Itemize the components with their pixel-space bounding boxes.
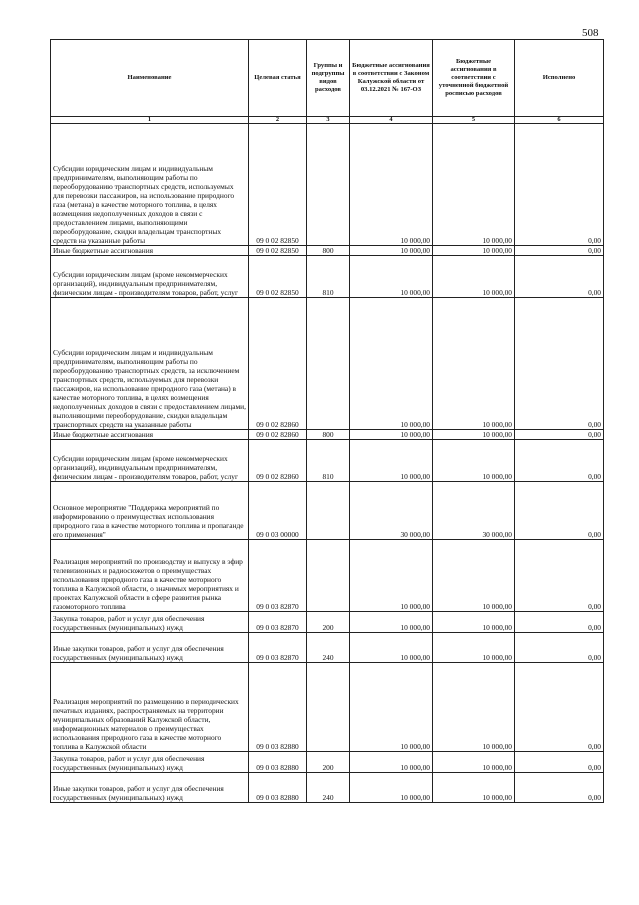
row-target-article: 09 0 02 82860 [249, 298, 307, 430]
row-executed: 0,00 [515, 540, 604, 612]
row-executed: 0,00 [515, 752, 604, 773]
table-row [51, 246, 604, 256]
row-name: Закупка товаров, работ и услуг для обеспечения государственных (муниципальных) нужд [51, 612, 249, 633]
budget-table [50, 39, 604, 803]
row-name: Субсидии юридическим лицам (кроме некоммерческих организаций), индивидуальным предпринимателям, физическим лицам - производителям товаров, работ, услуг [51, 256, 249, 298]
row-target-article: 09 0 02 82850 [249, 256, 307, 298]
row-expense-group [307, 482, 350, 540]
table-row [51, 430, 604, 440]
row-executed: 0,00 [515, 663, 604, 752]
table-row [51, 752, 604, 773]
table-row [51, 633, 604, 663]
table-body [51, 124, 604, 803]
row-expense-group: 810 [307, 440, 350, 482]
row-executed: 0,00 [515, 298, 604, 430]
row-refined-allocation: 10 000,00 [433, 773, 515, 803]
row-refined-allocation: 10 000,00 [433, 612, 515, 633]
column-number: 6 [515, 117, 604, 124]
row-expense-group: 200 [307, 612, 350, 633]
row-law-allocation: 10 000,00 [350, 256, 433, 298]
column-number-row [51, 117, 604, 124]
row-refined-allocation: 10 000,00 [433, 124, 515, 246]
row-law-allocation: 10 000,00 [350, 752, 433, 773]
header-expense-groups: Группы и подгруппы видов расходов [307, 40, 350, 117]
row-expense-group: 200 [307, 752, 350, 773]
column-number: 4 [350, 117, 433, 124]
row-expense-group: 800 [307, 246, 350, 256]
row-refined-allocation: 10 000,00 [433, 256, 515, 298]
row-name: Иные бюджетные ассигнования [51, 246, 249, 256]
header-executed: Исполнено [515, 40, 604, 117]
row-expense-group: 240 [307, 773, 350, 803]
column-number: 2 [249, 117, 307, 124]
row-target-article: 09 0 03 82880 [249, 773, 307, 803]
row-target-article: 09 0 03 82870 [249, 612, 307, 633]
row-refined-allocation: 10 000,00 [433, 633, 515, 663]
row-name: Субсидии юридическим лицам и индивидуальным предпринимателям, выполняющим работы по переоборудованию транспортных средств, используемых для перевозки пассажиров, на использование природного газа (метана) в качестве моторного топлива, в целях возмещения недополученных доходов в связи с предоставлением лицами, выполняющими переоборудование, скидки владельцам транспортных средств на указанные работы [51, 124, 249, 246]
table-row [51, 663, 604, 752]
row-name: Основное мероприятие "Поддержка мероприятий по информированию о преимуществах использования природного газа в качестве моторного топлива и пропаганде его применения" [51, 482, 249, 540]
row-expense-group: 810 [307, 256, 350, 298]
table-row [51, 773, 604, 803]
row-expense-group: 800 [307, 430, 350, 440]
row-law-allocation: 10 000,00 [350, 440, 433, 482]
row-law-allocation: 10 000,00 [350, 633, 433, 663]
row-name: Закупка товаров, работ и услуг для обеспечения государственных (муниципальных) нужд [51, 752, 249, 773]
row-target-article: 09 0 02 82850 [249, 124, 307, 246]
table-row [51, 612, 604, 633]
table-row [51, 440, 604, 482]
table-row [51, 124, 604, 246]
row-target-article: 09 0 03 82870 [249, 540, 307, 612]
row-expense-group [307, 298, 350, 430]
row-name: Субсидии юридическим лицам (кроме некоммерческих организаций), индивидуальным предпринимателям, физическим лицам - производителям товаров, работ, услуг [51, 440, 249, 482]
table-row [51, 256, 604, 298]
row-law-allocation: 10 000,00 [350, 663, 433, 752]
row-name: Иные бюджетные ассигнования [51, 430, 249, 440]
header-target-article: Целевая статья [249, 40, 307, 117]
row-refined-allocation: 10 000,00 [433, 752, 515, 773]
header-law-allocations: Бюджетные ассигнования в соответствии с Законом Калужской области от 03.12.2021 № 167-ОЗ [350, 40, 433, 117]
row-executed: 0,00 [515, 124, 604, 246]
row-law-allocation: 10 000,00 [350, 246, 433, 256]
row-expense-group: 240 [307, 633, 350, 663]
row-refined-allocation: 10 000,00 [433, 430, 515, 440]
row-law-allocation: 10 000,00 [350, 124, 433, 246]
row-name: Реализация мероприятий по размещению в периодических печатных изданиях, распространяемых на территории муниципальных образований Калужской области, информационных материалов о преимуществах использования природного газа в качестве моторного топлива в Калужской области [51, 663, 249, 752]
row-refined-allocation: 10 000,00 [433, 540, 515, 612]
page-number: 508 [582, 27, 599, 39]
row-target-article: 09 0 03 82880 [249, 663, 307, 752]
row-target-article: 09 0 02 82850 [249, 246, 307, 256]
header-name: Наименование [51, 40, 249, 117]
row-refined-allocation: 30 000,00 [433, 482, 515, 540]
row-target-article: 09 0 03 00000 [249, 482, 307, 540]
row-expense-group [307, 124, 350, 246]
row-expense-group [307, 540, 350, 612]
column-number: 1 [51, 117, 249, 124]
row-executed: 0,00 [515, 773, 604, 803]
row-refined-allocation: 10 000,00 [433, 663, 515, 752]
header-refined-allocations: Бюджетные ассигнования в соответствии с уточненной бюджетной росписью расходов [433, 40, 515, 117]
column-number: 3 [307, 117, 350, 124]
table-row [51, 482, 604, 540]
row-law-allocation: 10 000,00 [350, 298, 433, 430]
row-executed: 0,00 [515, 256, 604, 298]
row-target-article: 09 0 03 82870 [249, 633, 307, 663]
table-row [51, 298, 604, 430]
row-refined-allocation: 10 000,00 [433, 246, 515, 256]
row-law-allocation: 10 000,00 [350, 430, 433, 440]
row-executed: 0,00 [515, 612, 604, 633]
row-law-allocation: 10 000,00 [350, 612, 433, 633]
table-row [51, 540, 604, 612]
row-law-allocation: 30 000,00 [350, 482, 433, 540]
row-name: Иные закупки товаров, работ и услуг для обеспечения государственных (муниципальных) нужд [51, 773, 249, 803]
row-executed: 0,00 [515, 440, 604, 482]
row-executed: 0,00 [515, 430, 604, 440]
row-executed: 0,00 [515, 482, 604, 540]
row-target-article: 09 0 03 82880 [249, 752, 307, 773]
row-law-allocation: 10 000,00 [350, 540, 433, 612]
row-name: Реализация мероприятий по производству и выпуску в эфир телевизионных и радиосюжетов о преимуществах использования природного газа в качестве моторного топлива в Калужской области, о значимых мероприятиях и проектах Калужской области в сфере развития рынка газомоторного топлива [51, 540, 249, 612]
row-refined-allocation: 10 000,00 [433, 440, 515, 482]
row-refined-allocation: 10 000,00 [433, 298, 515, 430]
column-number: 5 [433, 117, 515, 124]
row-law-allocation: 10 000,00 [350, 773, 433, 803]
row-executed: 0,00 [515, 633, 604, 663]
row-executed: 0,00 [515, 246, 604, 256]
row-target-article: 09 0 02 82860 [249, 430, 307, 440]
row-target-article: 09 0 02 82860 [249, 440, 307, 482]
row-expense-group [307, 663, 350, 752]
row-name: Иные закупки товаров, работ и услуг для обеспечения государственных (муниципальных) нужд [51, 633, 249, 663]
row-name: Субсидии юридическим лицам и индивидуальным предпринимателям, выполняющим работы по переоборудованию транспортных средств, за исключением транспортных средств, используемых для перевозки пассажиров, на использование природного газа (метана) в качестве моторного топлива, в целях возмещения недополученных доходов в связи с предоставлением лицами, выполняющими переоборудование, скидки владельцам транспортных средств на указанные работы [51, 298, 249, 430]
header-row [51, 40, 604, 117]
